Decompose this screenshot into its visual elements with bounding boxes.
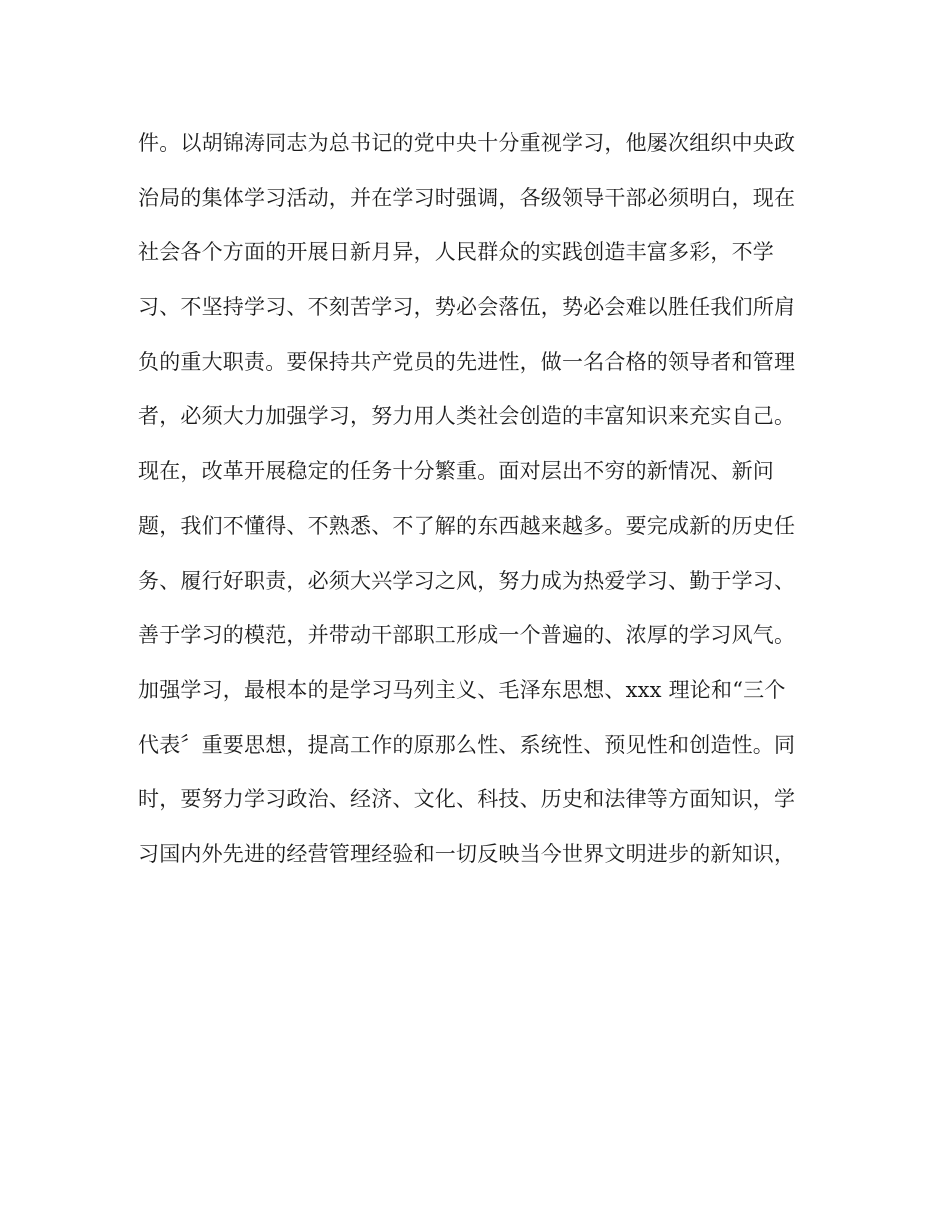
- text-line: 时，要努力学习政治、经济、文化、科技、历史和法律等方面知识，学: [138, 787, 796, 812]
- text-line: 题，我们不懂得、不熟悉、不了解的东西越来越多。要完成新的历史任: [138, 513, 796, 538]
- text-line: 负的重大职责。要保持共产党员的先进性，做一名合格的领导者和管理: [138, 349, 796, 374]
- text-line: 善于学习的模范，并带动干部职工形成一个普遍的、浓厚的学习风气。: [138, 623, 796, 648]
- text-line: 习国内外先进的经营管理经验和一切反映当今世界文明进步的新知识，: [138, 841, 796, 866]
- text-line: 者，必须大力加强学习，努力用人类社会创造的丰富知识来充实自己。: [138, 404, 796, 429]
- text-line: 加强学习，最根本的是学习马列主义、毛泽东思想、xxx 理论和“三个: [138, 677, 786, 702]
- text-line: 件。以胡锦涛同志为总书记的党中央十分重视学习，他屡次组织中央政: [138, 131, 796, 155]
- text-line: 习、不坚持学习、不刻苦学习，势必会落伍，势必会难以胜任我们所肩: [138, 295, 796, 320]
- text-line: 治局的集体学习活动，并在学习时强调，各级领导干部必须明白，现在: [138, 185, 796, 210]
- text-line: 代表〞重要思想，提高工作的原那么性、系统性、预见性和创造性。同: [138, 732, 796, 757]
- text-line: 社会各个方面的开展日新月异，人民群众的实践创造丰富多彩，不学: [138, 240, 774, 265]
- body-text: [138, 124, 828, 890]
- text-line: 务、履行好职责，必须大兴学习之风，努力成为热爱学习、勤于学习、: [138, 568, 796, 593]
- text-line: 现在，改革开展稳定的任务十分繁重。面对层出不穷的新情况、新问: [138, 459, 774, 484]
